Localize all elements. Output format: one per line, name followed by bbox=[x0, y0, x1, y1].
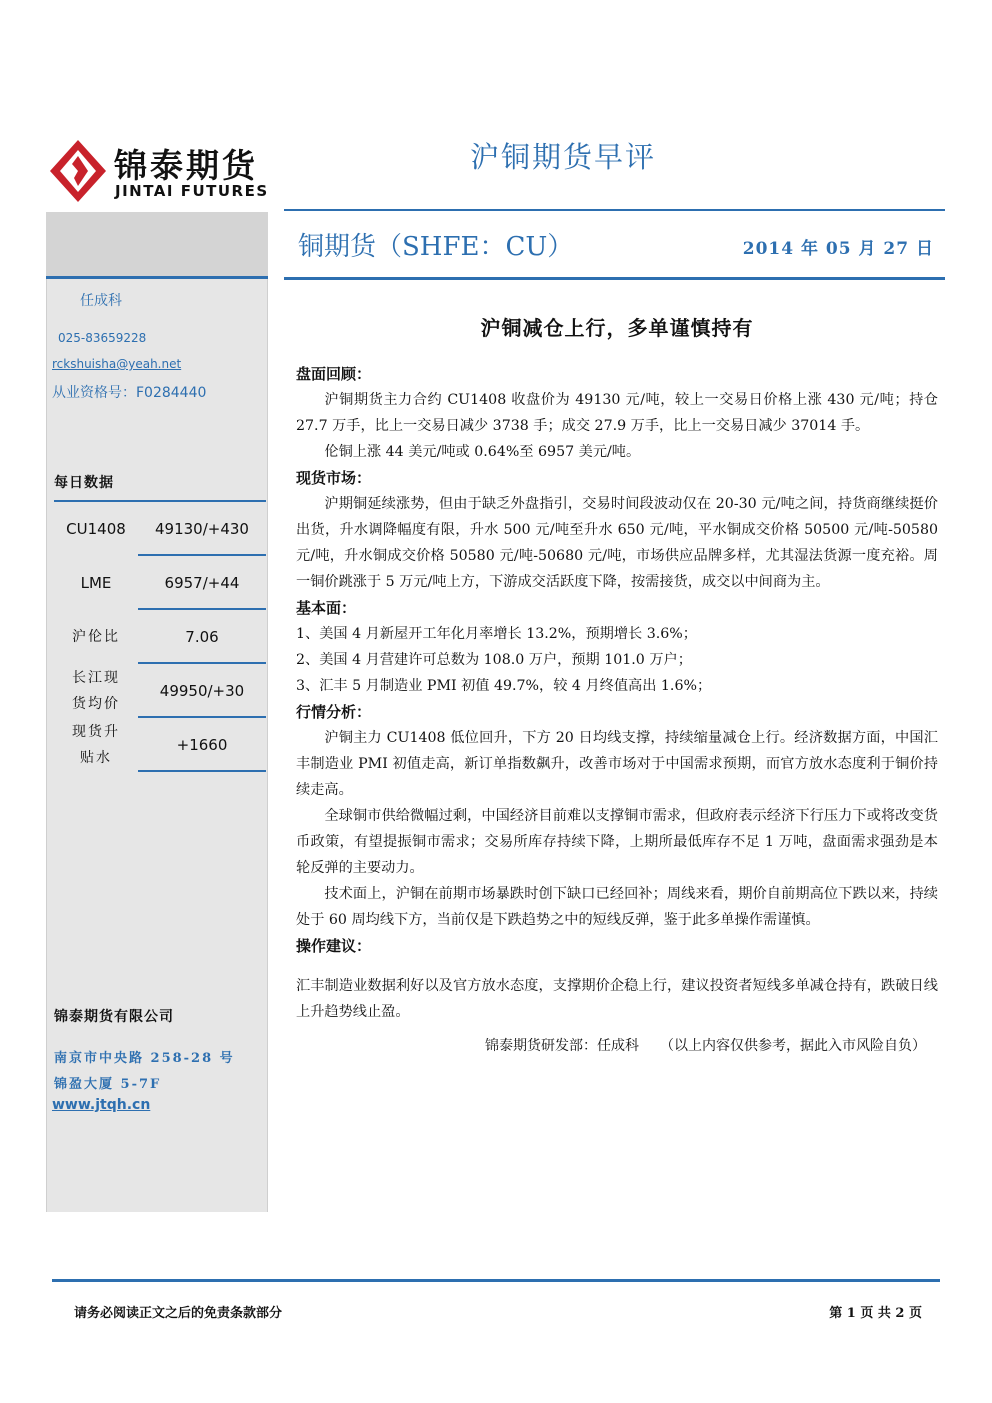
analyst-phone: 025-83659228 bbox=[58, 331, 147, 345]
paragraph-analysis-2: 全球铜市供给微幅过剩，中国经济目前难以支撑铜市需求，但政府表示经济下行压力下或将改变货币政策，有望提振铜市需求；交易所库存持续下降，上期所最低库存不足 1 万吨，盘面需求强劲是本轮反弹的主要动力。 bbox=[296, 808, 938, 876]
paragraph-analysis-1: 沪铜主力 CU1408 低位回升，下方 20 日均线支撑，持续缩量减仓上行。经济数据方面，中国汇丰制造业 PMI 初值走高，新订单指数飙升，改善市场对于中国需求预期，而官方放水态度利于铜价持续走高。 bbox=[296, 730, 938, 798]
brand-name-cn: 锦泰期货 bbox=[114, 146, 258, 185]
company-address bbox=[54, 1046, 264, 1098]
brand-name-en: JINTAI FUTURES bbox=[115, 182, 269, 200]
section-heading-analysis: 行情分析： bbox=[296, 703, 372, 721]
daily-key: LME bbox=[80, 574, 112, 592]
title-divider bbox=[284, 209, 945, 211]
paragraph-analysis-3: 技术面上，沪铜在前期市场暴跌时创下缺口已经回补；周线来看，期价自前期高位下跌以来，持续处于 60 周均线下方，当前仅是下跌趋势之中的短线反弹，鉴于此多单操作需谨慎。 bbox=[296, 886, 938, 928]
analyst-email-link[interactable]: rckshuisha@yeah.net bbox=[52, 357, 182, 371]
daily-row-lme bbox=[54, 556, 266, 610]
company-name: 锦泰期货有限公司 bbox=[54, 1009, 174, 1025]
analyst-certificate: 从业资格号：F0284440 bbox=[52, 385, 207, 401]
daily-key: 长江现 货均价 bbox=[72, 670, 120, 712]
daily-key: 沪伦比 bbox=[72, 629, 120, 645]
company-website-link[interactable]: www.jtqh.cn bbox=[52, 1097, 151, 1113]
daily-data-heading: 每日数据 bbox=[54, 475, 114, 491]
jintai-logo-icon bbox=[48, 138, 108, 204]
daily-row-ratio bbox=[54, 610, 266, 664]
daily-row-spot-premium bbox=[54, 718, 266, 772]
article-body bbox=[296, 312, 938, 1059]
daily-value: 49130/+430 bbox=[155, 520, 249, 538]
paragraph-spot-market: 沪期铜延续涨势，但由于缺乏外盘指引，交易时间段波动仅在 20-30 元/吨之间，持货商继续挺价出货，升水调降幅度有限，升水 500 元/吨至升水 650 元/吨，平水铜成交价格 50500 元/吨-50580 元/吨，升水铜成交价格 50580 元/吨-50680 元/吨，市场供应品牌多样，尤其湿法货源一度充裕。周一铜价跳涨于 5 万元/吨上方，下游成交活跃度下降，按需接货，成交以中间商为主。 bbox=[296, 496, 938, 590]
daily-value: 49950/+30 bbox=[159, 682, 245, 700]
company-logo bbox=[48, 138, 278, 208]
daily-data-table bbox=[54, 502, 266, 772]
product-title: 铜期货（SHFE：CU） bbox=[298, 232, 574, 262]
analyst-name: 任成科 bbox=[80, 293, 122, 309]
section-heading-spot-market: 现货市场： bbox=[296, 469, 372, 487]
daily-key: 现货升 贴水 bbox=[72, 724, 120, 766]
daily-row-cu1408 bbox=[54, 502, 266, 556]
daily-value: 7.06 bbox=[185, 628, 219, 646]
footer-divider bbox=[52, 1279, 940, 1282]
section-heading-fundamentals: 基本面： bbox=[296, 599, 357, 617]
daily-row-spot-price bbox=[54, 664, 266, 718]
article-headline: 沪铜减仓上行，多单谨慎持有 bbox=[480, 316, 754, 340]
section-heading-advice: 操作建议： bbox=[296, 937, 372, 955]
daily-key: CU1408 bbox=[66, 520, 126, 538]
paragraph-advice: 汇丰制造业数据利好以及官方放水态度，支撑期价企稳上行，建议投资者短线多单减仓持有，跌破日线上升趋势线止盈。 bbox=[296, 978, 938, 1020]
sidebar-divider bbox=[46, 276, 268, 279]
report-title: 沪铜期货早评 bbox=[469, 140, 656, 174]
header-divider bbox=[284, 277, 945, 280]
paragraph-market-review: 沪铜期货主力合约 CU1408 收盘价为 49130 元/吨，较上一交易日价格上涨 430 元/吨；持仓 27.7 万手，比上一交易日减少 3738 手；成交 27.9 万手，比上一交易日减少 37014 手。 bbox=[296, 392, 938, 434]
fundamental-item-1: 1、美国 4 月新屋开工年化月率增长 13.2%，预期增长 3.6%； bbox=[296, 626, 697, 642]
fundamental-item-2: 2、美国 4 月营建许可总数为 108.0 万户，预期 101.0 万户； bbox=[296, 652, 692, 668]
address-line-1: 南京市中央路 258-28 号 bbox=[54, 1051, 235, 1066]
report-date: 2014 年 05 月 27 日 bbox=[742, 239, 934, 259]
footer-disclaimer: 请务必阅读正文之后的免责条款部分 bbox=[74, 1306, 283, 1321]
paragraph-lme: 伦铜上涨 44 美元/吨或 0.64%至 6957 美元/吨。 bbox=[324, 444, 641, 460]
page-number: 第 1 页 共 2 页 bbox=[829, 1306, 922, 1321]
sidebar-header-block bbox=[46, 212, 268, 278]
daily-value: +1660 bbox=[176, 736, 228, 754]
section-heading-market-review: 盘面回顾： bbox=[296, 365, 372, 383]
address-line-2: 锦盈大厦 5-7F bbox=[54, 1077, 162, 1092]
signature-line: 锦泰期货研发部：任成科 （以上内容仅供参考，据此入市风险自负） bbox=[485, 1038, 926, 1054]
daily-value: 6957/+44 bbox=[164, 574, 240, 592]
fundamental-item-3: 3、汇丰 5 月制造业 PMI 初值 49.7%，较 4 月终值高出 1.6%； bbox=[296, 678, 712, 694]
